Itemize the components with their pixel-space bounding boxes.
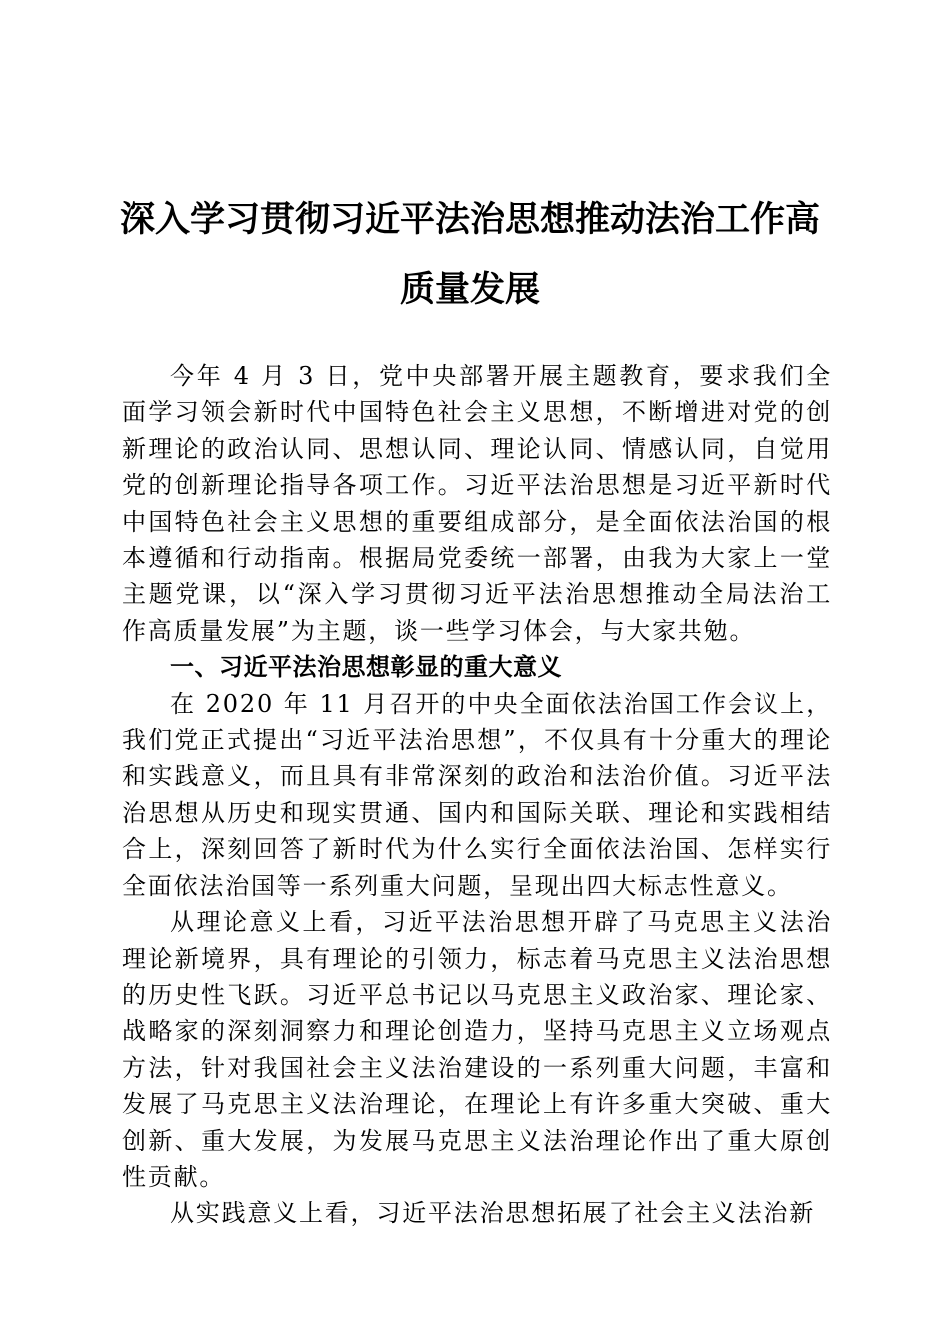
document-title-line2: 质量发展	[399, 269, 540, 310]
intro-paragraph: 今年 4 月 3 日，党中央部署开展主题教育，要求我们全面学习领会新时代中国特色社会主义思想，不断增进对党的创新理论的政治认同、思想认同、理论认同、情感认同，自觉用党的创新理论指导各项工作。习近平法治思想是习近平新时代中国特色社会主义思想的重要组成部分，是全面依法治国的根本遵循和行动指南。根据局党委统一部署，由我为大家上一堂主题党课，以“深入学习贯彻习近平法治思想推动全局法治工作高质量发展”为主题，谈一些学习体会，与大家共勉。	[122, 362, 832, 645]
section-heading: 一、习近平法治思想彰显的重大意义	[170, 652, 562, 682]
document-body	[122, 358, 832, 1232]
section-paragraph-2: 从理论意义上看，习近平法治思想开辟了马克思主义法治理论新境界，具有理论的引领力，标志着马克思主义法治思想的历史性飞跃。习近平总书记以马克思主义政治家、理论家、战略家的深刻洞察力和理论创造力，坚持马克思主义立场观点方法，针对我国社会主义法治建设的一系列重大问题，丰富和发展了马克思主义法治理论，在理论上有许多重大突破、重大创新、重大发展，为发展马克思主义法治理论作出了重大原创性贡献。	[122, 908, 832, 1191]
section-paragraph-3: 从实践意义上看，习近平法治思想拓展了社会主义法治新	[170, 1199, 815, 1228]
document-title-line1: 深入学习贯彻习近平法治思想推动法治工作高	[119, 199, 820, 240]
section-paragraph-1: 在 2020 年 11 月召开的中央全面依法治国工作会议上，我们党正式提出“习近平法治思想”，不仅具有十分重大的理论和实践意义，而且具有非常深刻的政治和法治价值。习近平法治思想从历史和现实贯通、国内和国际关联、理论和实践相结合上，深刻回答了新时代为什么实行全面依法治国、怎样实行全面依法治国等一系列重大问题，呈现出四大标志性意义。	[122, 689, 832, 900]
